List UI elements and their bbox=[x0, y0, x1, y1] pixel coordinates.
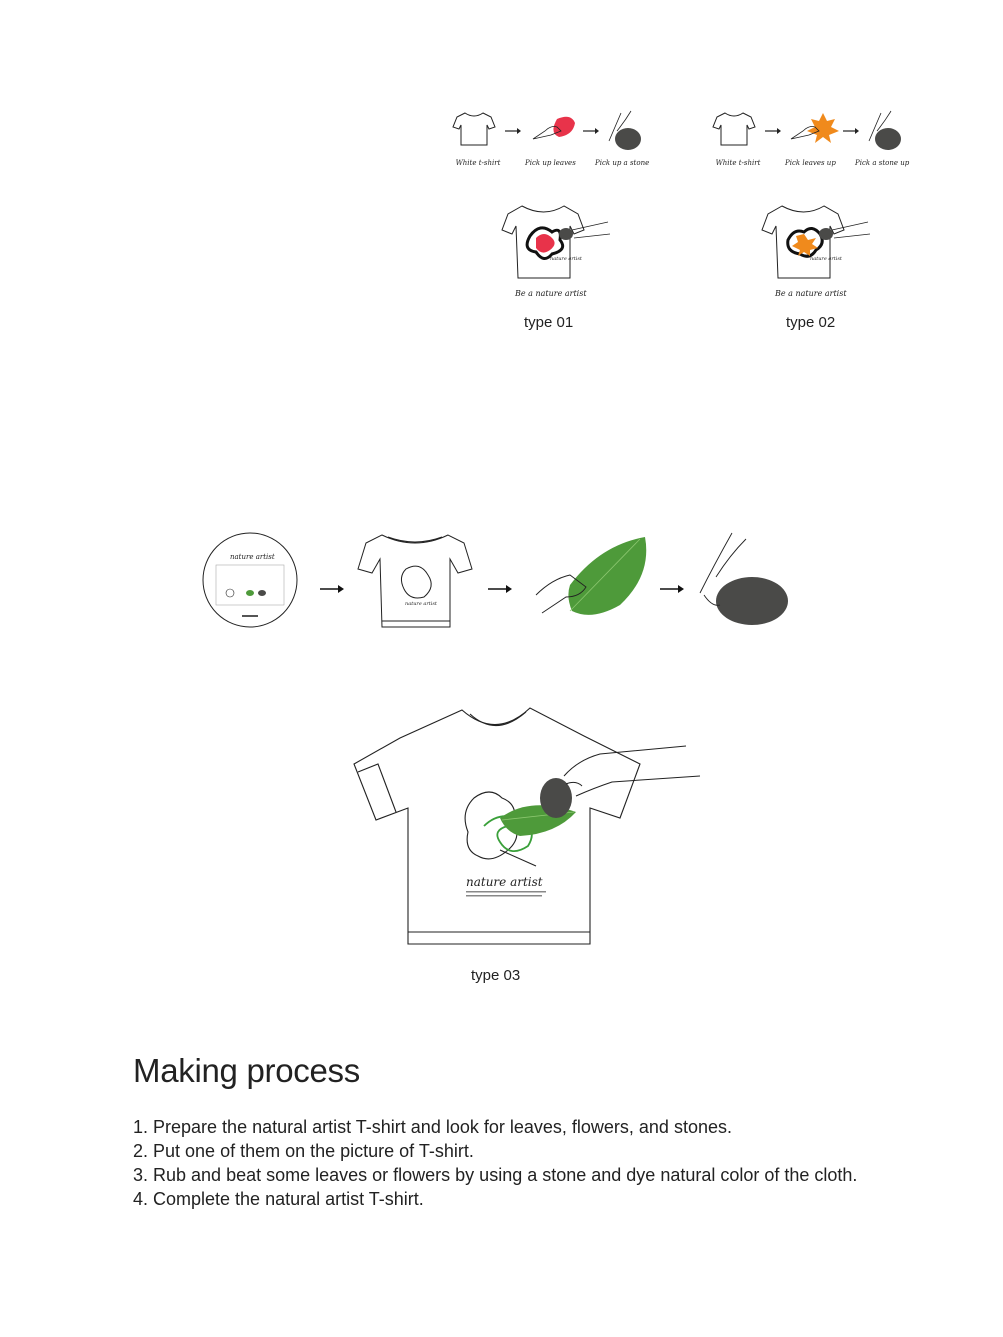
maple-leaf-print-icon bbox=[788, 228, 823, 256]
list-item: 4. Complete the natural artist T-shirt. bbox=[133, 1189, 424, 1209]
tshirt-icon bbox=[713, 113, 755, 145]
tshirt-icon bbox=[453, 113, 495, 145]
making-process-heading: Making process bbox=[133, 1052, 360, 1089]
arrow-right-icon bbox=[843, 128, 859, 134]
hand-stone-icon bbox=[609, 111, 641, 150]
leaf-outline-icon bbox=[401, 566, 431, 598]
tshirt-icon bbox=[354, 708, 640, 944]
type-01-shirt-text: nature artist bbox=[550, 256, 582, 262]
red-flower-print-icon bbox=[527, 228, 563, 259]
arrow-right-icon bbox=[660, 585, 684, 593]
sticker-title: nature artist bbox=[230, 553, 275, 561]
type-01-step-label-3: Pick up a stone bbox=[595, 159, 650, 167]
type-01-step-label-1: White t-shirt bbox=[455, 159, 501, 167]
type-01-steps-illustration bbox=[445, 105, 655, 155]
hand-stone-icon bbox=[869, 111, 901, 150]
small-shirt-text: nature artist bbox=[405, 601, 437, 607]
type-02-step-label-2: Pick leaves up bbox=[785, 159, 836, 167]
type-02-label: type 02 bbox=[786, 314, 836, 331]
hand-maple-leaf-icon bbox=[791, 113, 839, 143]
big-shirt-fineprint-line bbox=[466, 895, 542, 897]
type-02-caption: Be a nature artist bbox=[775, 289, 847, 298]
list-item: 3. Rub and beat some leaves or flowers by using a stone and dye natural color of the cloth. bbox=[133, 1165, 858, 1185]
type-01-step-label-2: Pick up leaves bbox=[525, 159, 576, 167]
type-01-panel bbox=[445, 105, 655, 340]
hand-stone-icon bbox=[819, 222, 870, 240]
hand-leaf-icon bbox=[536, 537, 646, 615]
hand-icon bbox=[564, 746, 700, 796]
type-02-step-label-1: White t-shirt bbox=[715, 159, 761, 167]
hand-stone-icon bbox=[700, 533, 788, 625]
arrow-right-icon bbox=[320, 585, 344, 593]
hand-stone-icon bbox=[559, 222, 610, 240]
arrow-right-icon bbox=[765, 128, 781, 134]
type-02-steps-illustration bbox=[705, 105, 915, 155]
sticker-circle-icon bbox=[203, 533, 297, 627]
list-item: 2. Put one of them on the picture of T-shirt. bbox=[133, 1141, 474, 1161]
type-03-big-shirt-illustration bbox=[350, 700, 710, 950]
hand-flower-icon bbox=[533, 117, 575, 139]
type-01-label: type 01 bbox=[524, 314, 574, 331]
making-process-steps bbox=[133, 1115, 857, 1211]
arrow-right-icon bbox=[505, 128, 521, 134]
big-shirt-fineprint-line bbox=[466, 891, 546, 893]
type-02-panel bbox=[705, 105, 915, 340]
list-item: 1. Prepare the natural artist T-shirt and look for leaves, flowers, and stones. bbox=[133, 1117, 732, 1137]
tshirt-icon bbox=[358, 535, 472, 627]
type-02-shirt-text: nature artist bbox=[810, 256, 842, 262]
big-shirt-text: nature artist bbox=[466, 875, 543, 889]
type-01-caption: Be a nature artist bbox=[515, 289, 587, 298]
type-02-step-label-3: Pick a stone up bbox=[855, 159, 910, 167]
type-03-label: type 03 bbox=[471, 967, 521, 984]
type-01-result-illustration bbox=[500, 200, 620, 285]
type-02-result-illustration bbox=[760, 200, 880, 285]
arrow-right-icon bbox=[583, 128, 599, 134]
arrow-right-icon bbox=[488, 585, 512, 593]
type-03-process-row bbox=[200, 525, 800, 635]
